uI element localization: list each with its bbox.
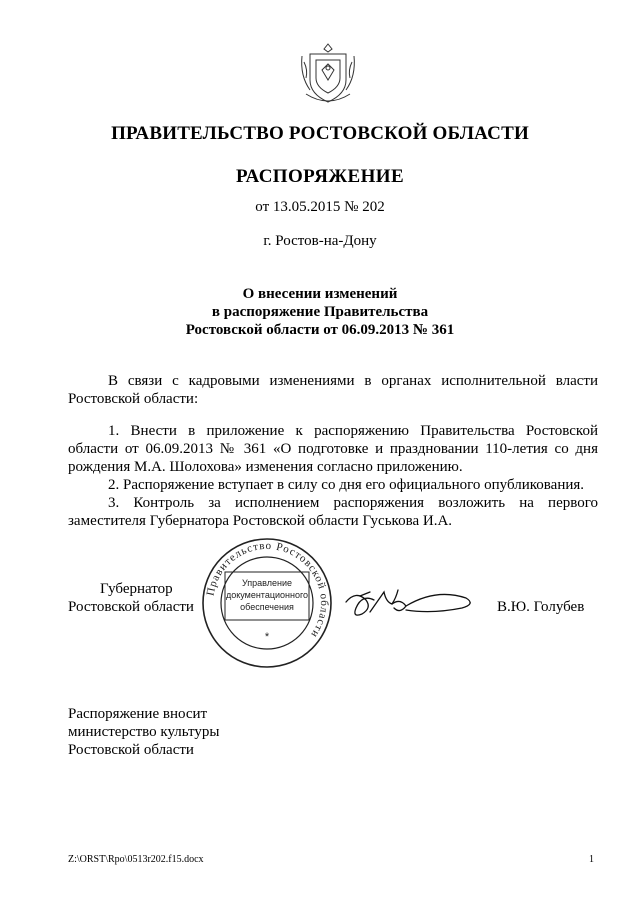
- stamp-star: *: [264, 631, 270, 643]
- item-1-line: 1. Внести в приложение к распоряжению Правительства Ростовской: [108, 423, 598, 439]
- document-date-number: от 13.05.2015 № 202: [255, 199, 385, 215]
- item-3-line: заместителя Губернатора Ростовской области Гуськова И.А.: [68, 513, 453, 529]
- subject-line: Ростовской области от 06.09.2013 № 361: [185, 322, 455, 338]
- submitted-by-line: Распоряжение вносит: [68, 706, 208, 722]
- item-1-line: области от 06.09.2013 № 361 «О подготовке и праздновании 110-летия со дня: [68, 441, 598, 457]
- document-type: РАСПОРЯЖЕНИЕ: [235, 166, 405, 187]
- item-1-line: рождения М.А. Шолохова» изменения согласно приложению.: [68, 459, 463, 475]
- signatory-name: В.Ю. Голубев: [497, 599, 585, 615]
- handwritten-signature: [340, 582, 480, 622]
- organization-title: ПРАВИТЕЛЬСТВО РОСТОВСКОЙ ОБЛАСТИ: [111, 123, 529, 144]
- signatory-region: Ростовской области: [68, 599, 194, 615]
- subject-line: О внесении изменений: [242, 286, 398, 302]
- item-3-line: 3. Контроль за исполнением распоряжения возложить на первого: [108, 495, 598, 511]
- document-place: г. Ростов-на-Дону: [263, 233, 377, 249]
- file-path: Z:\ORST\Rpo\0513r202.f15.docx: [68, 854, 204, 865]
- subject-line: в распоряжение Правительства: [211, 304, 429, 320]
- submitted-by-line: министерство культуры: [68, 724, 220, 740]
- stamp-center-line: документационного: [225, 590, 309, 600]
- signatory-position: Губернатор: [100, 581, 173, 597]
- official-stamp: [200, 536, 334, 670]
- page-number: 1: [589, 854, 594, 865]
- stamp-center-line: Управление: [241, 578, 293, 588]
- preamble-line: В связи с кадровыми изменениями в органах исполнительной власти: [108, 373, 598, 389]
- stamp-center-line: обеспечения: [240, 602, 294, 612]
- item-2-line: 2. Распоряжение вступает в силу со дня его официального опубликования.: [108, 477, 585, 493]
- stamp-ring-text: Правительство Ростовской области: [204, 539, 331, 641]
- coat-of-arms-icon: [296, 40, 360, 108]
- submitted-by-line: Ростовской области: [68, 742, 194, 758]
- preamble-line: Ростовской области:: [68, 391, 199, 407]
